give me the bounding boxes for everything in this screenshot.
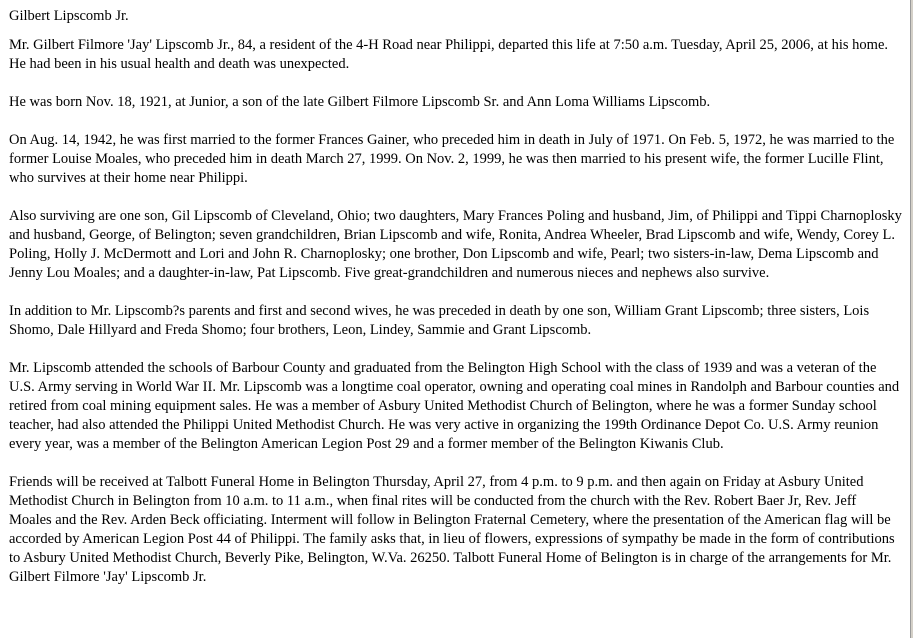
document-title: Gilbert Lipscomb Jr.: [9, 8, 129, 24]
paragraph-death-notice: Mr. Gilbert Filmore 'Jay' Lipscomb Jr., 84, a resident of the 4-H Road near Philippi, departed this life at 7:50 a.m. Tuesday, April 25, 2006, at his home. He had been in his usual health and death was unexpected.: [9, 37, 888, 72]
paragraph-preceded-in-death: In addition to Mr. Lipscomb?s parents and first and second wives, he was preceded in death by one son, William Grant Lipscomb; three sisters, Lois Shomo, Dale Hillyard and Freda Shomo; four brothers, Leon, Lindey, Sammie and Grant Lipscomb.: [9, 303, 870, 338]
paragraph-survivors: Also surviving are one son, Gil Lipscomb of Cleveland, Ohio; two daughters, Mary Frances Poling and husband, Jim, of Philippi and Tippi Charnoplosky and husband, George, of Belington; seven grandchildren, Brian Lipscomb and wife, Ronita, Andrea Wheeler, Brad Lipscomb and wife, Wendy, Corey L. Poling, Holly J. McDermott and Lori and John R. Charnoplosky; one brother, Don Lipscomb and wife, Pearl; two sisters-in-law, Dema Lipscomb and Jenny Lou Moales; and a daughter-in-law, Pat Lipscomb. Five great-grandchildren and numerous nieces and nephews also survive.: [9, 208, 902, 281]
obituary-document: [9, 0, 902, 587]
paragraph-marriages: On Aug. 14, 1942, he was first married to the former Frances Gainer, who preceded him in death in July of 1971. On Feb. 5, 1972, he was married to the former Louise Moales, who preceded him in death March 27, 1999. On Nov. 2, 1999, he was then married to his present wife, the former Lucille Flint, who survives at their home near Philippi.: [9, 132, 895, 186]
paragraph-biography: Mr. Lipscomb attended the schools of Barbour County and graduated from the Belington High School with the class of 1939 and was a veteran of the U.S. Army serving in World War II. Mr. Lipscomb was a longtime coal operator, owning and operating coal mines in Randolph and Barbour counties and retired from coal mining equipment sales. He was a member of Asbury United Methodist Church of Belington, where he was a former Sunday school teacher, had also attended the Philippi United Methodist Church. He was very active in organizing the 199th Ordinance Depot Co. U.S. Army reunion every year, was a member of the Belington American Legion Post 29 and a former member of the Belington Kiwanis Club.: [9, 360, 900, 452]
paragraph-arrangements: Friends will be received at Talbott Funeral Home in Belington Thursday, April 27, from 4 p.m. to 9 p.m. and then again on Friday at Asbury United Methodist Church in Belington from 10 a.m. to 11 a.m., when final rites will be conducted from the church with the Rev. Robert Baer Jr, Rev. Jeff Moales and the Rev. Arden Beck officiating. Interment will follow in Belington Fraternal Cemetery, where the presentation of the American flag will be accorded by American Legion Post 44 of Philippi. The family asks that, in lieu of flowers, expressions of sympathy be made in the form of contributions to Asbury United Methodist Church, Beverly Pike, Belington, W.Va. 26250. Talbott Funeral Home of Belington is in charge of the arrangements for Mr. Gilbert Filmore 'Jay' Lipscomb Jr.: [9, 474, 895, 585]
paragraph-birth: He was born Nov. 18, 1921, at Junior, a son of the late Gilbert Filmore Lipscomb Sr. and Ann Loma Williams Lipscomb.: [9, 94, 711, 110]
